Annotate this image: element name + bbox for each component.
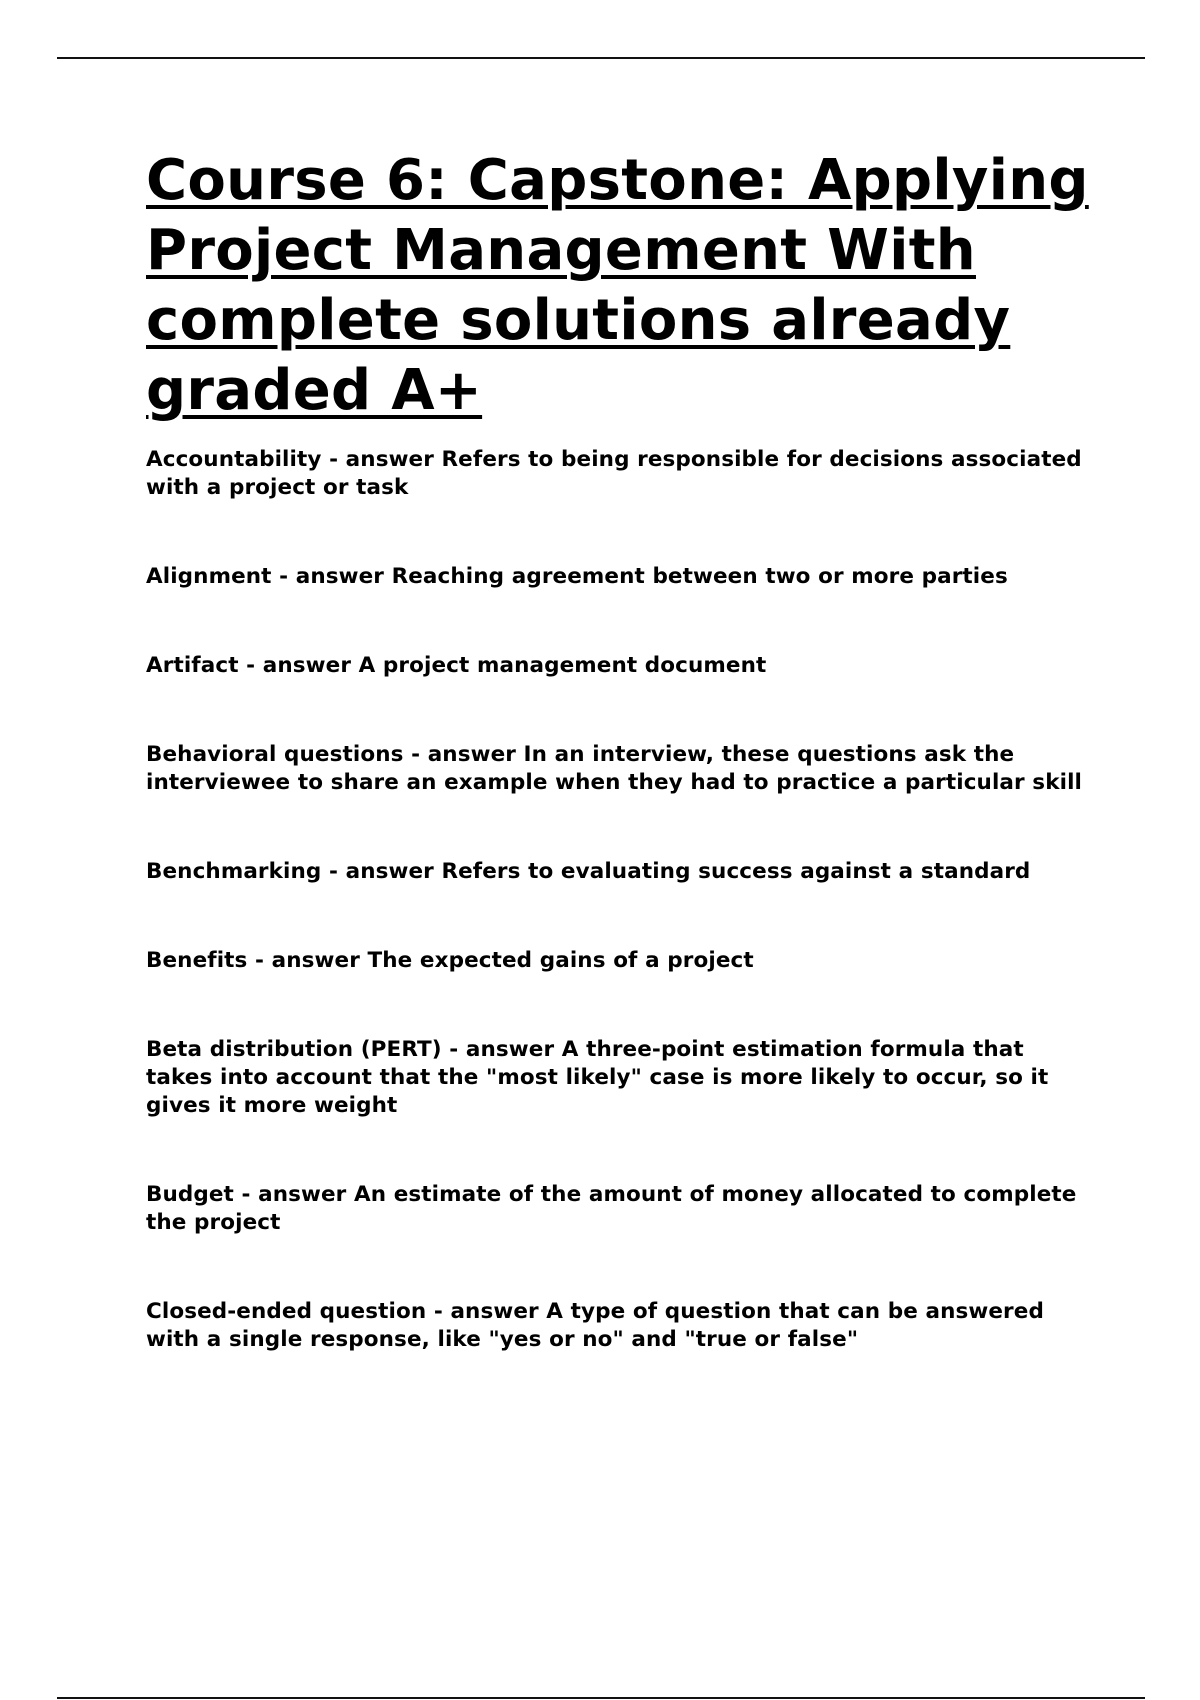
flashcard-entry-behavioral-questions: Behavioral questions - answer In an interview, these questions ask the interviewee to share an example when they had to practice a particular skill (146, 742, 1083, 795)
flashcard-entry-benefits: Benefits - answer The expected gains of a project (146, 948, 754, 973)
flashcard-entry-budget: Budget - answer An estimate of the amount of money allocated to complete the project (146, 1182, 1077, 1235)
flashcard-entry-alignment: Alignment - answer Reaching agreement between two or more parties (146, 564, 1008, 589)
document-title: Course 6: Capstone: Applying Project Management With complete solutions already graded A+ (146, 148, 1089, 423)
top-divider (57, 57, 1145, 59)
flashcard-entry-benchmarking: Benchmarking - answer Refers to evaluating success against a standard (146, 859, 1031, 884)
flashcard-entry-beta-distribution: Beta distribution (PERT) - answer A three-point estimation formula that takes into account that the "most likely" case is more likely to occur, so it gives it more weight (146, 1037, 1049, 1118)
flashcard-list (146, 446, 1091, 1354)
bottom-divider (57, 1697, 1145, 1699)
document-body (146, 146, 1091, 1354)
flashcard-entry-accountability: Accountability - answer Refers to being responsible for decisions associated with a project or task (146, 447, 1082, 500)
flashcard-entry-closed-ended-question: Closed-ended question - answer A type of question that can be answered with a single response, like "yes or no" and "true or false" (146, 1299, 1044, 1352)
flashcard-entry-artifact: Artifact - answer A project management document (146, 653, 767, 678)
